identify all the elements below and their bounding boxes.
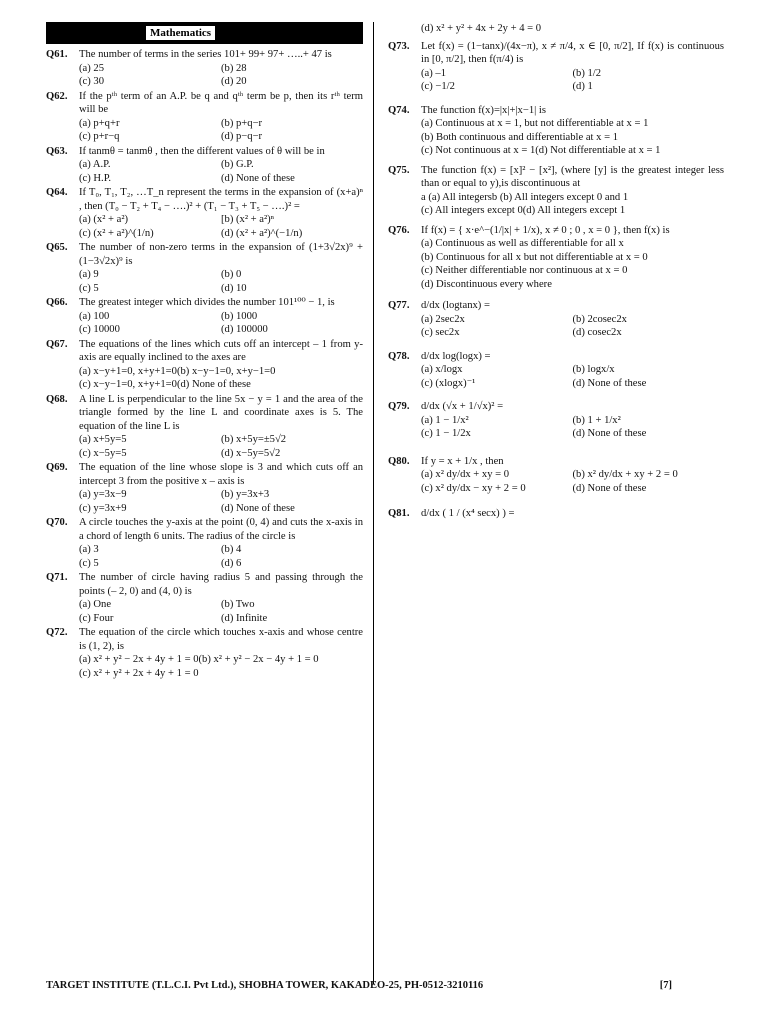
question-item xyxy=(46,145,363,186)
question-item xyxy=(388,40,724,94)
question-number: Q69. xyxy=(46,462,68,473)
answer-option: (b) 4 xyxy=(221,544,242,555)
answer-option: (a) 3 xyxy=(79,544,99,555)
question-stem: If f(x) = { x·e^−(1/|x| + 1/x), x ≠ 0 ; 0 , x = 0 }, then f(x) is xyxy=(421,224,670,236)
answer-option: (d) Not differentiable at x = 1 xyxy=(535,145,661,156)
question-number: Q79. xyxy=(388,401,410,412)
answer-option: (d) 100000 xyxy=(221,324,268,335)
answer-option: (d) 1 xyxy=(572,81,593,92)
option-list xyxy=(79,598,363,625)
answer-option: (c) x² + y² + 2x + 4y + 1 = 0 xyxy=(79,667,199,679)
question-item xyxy=(388,104,724,158)
answer-option: (c) sec2x xyxy=(421,327,460,338)
answer-option: (c) 30 xyxy=(79,76,104,87)
question-stem: The number of non-zero terms in the expansion of (1+3√2x)⁹ + (1−3√2x)⁹ is xyxy=(79,242,363,267)
answer-option: (a) x−y+1=0, x+y+1=0 xyxy=(79,365,177,377)
answer-option: (c) All integers except 0 xyxy=(421,205,523,216)
answer-option: (d) None of these xyxy=(221,172,295,184)
answer-option: (d) Discontinuous every where xyxy=(421,278,552,290)
answer-option: (b) 28 xyxy=(221,62,247,74)
answer-option: b (b) All integers except 0 and 1 xyxy=(491,191,629,203)
question-stem: If T₀, T₁, T₂, …T_n represent the terms in the expansion of (x+a)ⁿ , then (T₀ − T₂ + T₄ − ….)² + (T₁ − T₃ + T₅ − ….)² = xyxy=(79,187,363,212)
option-list xyxy=(421,237,724,291)
answer-option: (b) 2cosec2x xyxy=(572,313,627,325)
question-item xyxy=(46,461,363,515)
question-stem: If the pᵗʰ term of an A.P. be q and qᵗʰ term be p, then its rᵗʰ term will be xyxy=(79,90,363,115)
subject-title: Mathematics xyxy=(146,26,215,40)
question-stem: The equations of the lines which cuts off an intercept – 1 from y- axis are equally inclined to the axes are xyxy=(79,338,363,363)
question-number: Q63. xyxy=(46,145,68,157)
answer-option: (a) A.P. xyxy=(79,159,111,170)
answer-option: (a) x² dy/dx + xy = 0 xyxy=(421,469,510,480)
answer-option: (c) x−5y=5 xyxy=(79,447,127,459)
answer-option: (d) x−5y=5√2 xyxy=(221,447,281,459)
option-list xyxy=(79,433,363,460)
answer-option: (b) x+5y=±5√2 xyxy=(221,434,287,445)
option-list xyxy=(421,22,724,36)
question-stem: The function f(x) = [x]² − [x²], (where [y] is the greatest integer less than or equal to y),is discontinuous at xyxy=(421,164,724,189)
question-number: Q61. xyxy=(46,49,68,60)
question-stem: The equation of the circle which touches x-axis and whose centre is (1, 2), is xyxy=(79,627,363,652)
question-item xyxy=(46,48,363,89)
question-stem: d/dx (√x + 1/√x)² = xyxy=(421,401,504,412)
option-list xyxy=(79,213,363,240)
question-number: Q74. xyxy=(388,104,410,116)
question-number: Q70. xyxy=(46,517,68,528)
answer-option: (a) 1 − 1/x² xyxy=(421,414,469,426)
question-item xyxy=(46,626,363,680)
option-list xyxy=(79,365,363,392)
question-stem: d/dx ( 1 / (x⁴ secx) ) = xyxy=(421,508,515,519)
question-number: Q78. xyxy=(388,350,410,362)
page-number: [7] xyxy=(659,980,672,991)
answer-option: (c) 10000 xyxy=(79,324,120,335)
question-item xyxy=(388,455,724,496)
option-list xyxy=(421,414,724,441)
answer-option: (b) x−y−1=0, x+y−1=0 xyxy=(176,365,276,377)
answer-option: (b) logx/x xyxy=(572,364,615,375)
question-number: Q64. xyxy=(46,187,68,198)
answer-option: (a) –1 xyxy=(421,67,446,79)
answer-option: (b) 1000 xyxy=(221,310,258,322)
answer-option: (d) cosec2x xyxy=(572,327,622,338)
question-stem: A line L is perpendicular to the line 5x − y = 1 and the area of the triangle formed by the line L and coordinate axes is 5. The equation of the line L is xyxy=(79,393,363,432)
question-number: Q66. xyxy=(46,297,68,308)
question-item xyxy=(388,224,724,292)
answer-option: (a) x+5y=5 xyxy=(79,434,127,445)
answer-option: (d) p−q−r xyxy=(221,131,263,142)
option-list xyxy=(421,117,724,158)
question-item xyxy=(388,299,724,340)
answer-option: (c) (x² + a²)^(1/n) xyxy=(79,227,154,239)
answer-option: (d) Infinite xyxy=(221,612,268,624)
answer-option: (d) 10 xyxy=(221,282,247,294)
question-number: Q77. xyxy=(388,300,410,311)
question-stem: The function f(x)=|x|+|x−1| is xyxy=(421,104,546,116)
answer-option: (d) x² + y² + 4x + 2y + 4 = 0 xyxy=(421,23,542,34)
left-question-list xyxy=(46,48,363,680)
answer-option: (a) 2sec2x xyxy=(421,313,465,325)
answer-option: (c) p+r−q xyxy=(79,131,120,142)
option-list xyxy=(421,191,724,218)
answer-option: (b) 0 xyxy=(221,269,242,280)
answer-option: (b) x² dy/dx + xy + 2 = 0 xyxy=(572,469,678,480)
left-column xyxy=(46,22,363,681)
answer-option: a (a) All integers xyxy=(421,191,492,203)
question-number: Q76. xyxy=(388,224,410,236)
question-stem: The number of terms in the series 101+ 99+ 97+ …..+ 47 is xyxy=(79,49,332,60)
option-list xyxy=(421,363,724,390)
question-number: Q80. xyxy=(388,455,410,467)
option-list xyxy=(79,488,363,515)
answer-option: (c) Neither differentiable nor continuous at x = 0 xyxy=(421,265,628,276)
question-stem: If tanmθ = tanmθ , then the different values of θ will be in xyxy=(79,145,325,157)
subject-header xyxy=(46,22,363,44)
answer-option: (c) Four xyxy=(79,612,114,624)
answer-option: (d) None of these xyxy=(176,379,251,390)
question-stem: Let f(x) = (1−tanx)/(4x−π), x ≠ π/4, x ∈ [0, π/2], If f(x) is continuous in [0, π/2], then f(π/4) is xyxy=(421,40,724,65)
question-item xyxy=(46,296,363,337)
answer-option: (b) p+q−r xyxy=(221,117,263,129)
answer-option: (b) Continuous for all x but not differentiable at x = 0 xyxy=(421,251,648,263)
answer-option: (a) (x² + a²) xyxy=(79,214,129,225)
answer-option: (d) 6 xyxy=(221,557,242,569)
question-item xyxy=(46,241,363,295)
answer-option: (a) One xyxy=(79,599,112,610)
option-list xyxy=(79,543,363,570)
answer-option: (c) H.P. xyxy=(79,172,112,184)
answer-option: (c) Not continuous at x = 1 xyxy=(421,145,536,156)
answer-option: (b) 1 + 1/x² xyxy=(572,414,621,426)
answer-option: (d) 20 xyxy=(221,76,247,87)
question-number: Q75. xyxy=(388,164,410,176)
question-number: Q81. xyxy=(388,508,410,519)
question-number: Q65. xyxy=(46,242,68,253)
question-item xyxy=(46,393,363,461)
answer-option: (a) Continuous at x = 1, but not differentiable at x = 1 xyxy=(421,118,649,129)
answer-option: (c) 5 xyxy=(79,282,99,294)
question-stem: The greatest integer which divides the number 101¹⁰⁰ − 1, is xyxy=(79,297,335,308)
answer-option: (a) x/logx xyxy=(421,364,463,375)
answer-option: (c) x−y−1=0, x+y+1=0 xyxy=(79,379,177,390)
column-divider xyxy=(373,22,374,984)
option-list xyxy=(421,468,724,495)
answer-option: (d) None of these xyxy=(572,377,647,389)
answer-option: (d) None of these xyxy=(572,428,647,439)
answer-option: (a) Continuous as well as differentiable for all x xyxy=(421,238,624,249)
question-item xyxy=(388,164,724,218)
answer-option: [b) (x² + a²)ⁿ xyxy=(221,214,275,225)
answer-option: (b) 1/2 xyxy=(572,67,602,79)
answer-option: (d) All integers except 1 xyxy=(522,205,626,216)
answer-option: (d) None of these xyxy=(572,482,647,494)
answer-option: (a) 100 xyxy=(79,310,110,322)
question-stem: If y = x + 1/x , then xyxy=(421,455,504,467)
question-number: Q62. xyxy=(46,90,68,102)
question-number: Q71. xyxy=(46,572,68,583)
option-list xyxy=(79,268,363,295)
answer-option: (a) y=3x−9 xyxy=(79,489,127,500)
answer-option: (a) 25 xyxy=(79,62,104,74)
option-list xyxy=(79,310,363,337)
question-item xyxy=(46,571,363,625)
answer-option: (b) G.P. xyxy=(221,159,254,170)
question-number: Q72. xyxy=(46,627,68,638)
footer-institute: TARGET INSTITUTE (T.L.C.I. Pvt Ltd.), SHOBHA TOWER, KAKADEO-25, PH-0512-3210116 xyxy=(46,980,484,991)
question-number: Q73. xyxy=(388,40,410,52)
answer-option: (a) p+q+r xyxy=(79,117,120,129)
question-item xyxy=(46,90,363,144)
option-list xyxy=(421,313,724,340)
option-list xyxy=(421,67,724,94)
option-list xyxy=(79,158,363,185)
question-item xyxy=(388,507,724,521)
answer-option: (c) (xlogx)⁻¹ xyxy=(421,377,476,389)
question-stem: d/dx (logtanx) = xyxy=(421,300,490,311)
answer-option: (b) Both continuous and differentiable at x = 1 xyxy=(421,131,619,143)
right-column xyxy=(388,22,724,522)
question-item xyxy=(46,338,363,392)
answer-option: (d) (x² + a²)^(−1/n) xyxy=(221,227,303,239)
answer-option: (c) −1/2 xyxy=(421,81,455,92)
question-item xyxy=(388,400,724,441)
answer-option: (a) 9 xyxy=(79,269,99,280)
question-number: Q67. xyxy=(46,338,68,350)
option-list xyxy=(79,62,363,89)
question-item xyxy=(46,186,363,240)
option-list xyxy=(79,117,363,144)
answer-option: (c) x² dy/dx − xy + 2 = 0 xyxy=(421,482,526,494)
question-stem: The number of circle having radius 5 and passing through the points (– 2, 0) and (4, 0) is xyxy=(79,572,363,597)
question-item xyxy=(388,22,724,36)
answer-option: (b) Two xyxy=(221,599,255,610)
question-item xyxy=(46,516,363,570)
answer-option: (b) y=3x+3 xyxy=(221,489,270,500)
answer-option: (c) 5 xyxy=(79,557,99,569)
question-item xyxy=(388,350,724,391)
answer-option: (d) None of these xyxy=(221,502,295,514)
question-number: Q68. xyxy=(46,393,68,405)
answer-option: (c) 1 − 1/2x xyxy=(421,428,471,439)
answer-option: (c) y=3x+9 xyxy=(79,502,127,514)
answer-option: (a) x² + y² − 2x + 4y + 1 = 0 xyxy=(79,654,199,665)
answer-option: (b) x² + y² − 2x − 4y + 1 = 0 xyxy=(198,654,319,665)
right-question-list xyxy=(388,22,724,521)
option-list xyxy=(79,653,363,680)
question-stem: The equation of the line whose slope is 3 and which cuts off an intercept 3 from the positive x – axis is xyxy=(79,462,363,487)
question-stem: d/dx log(logx) = xyxy=(421,350,491,362)
question-stem: A circle touches the y-axis at the point (0, 4) and cuts the x-axis in a chord of length 6 units. The radius of the circle is xyxy=(79,517,363,542)
